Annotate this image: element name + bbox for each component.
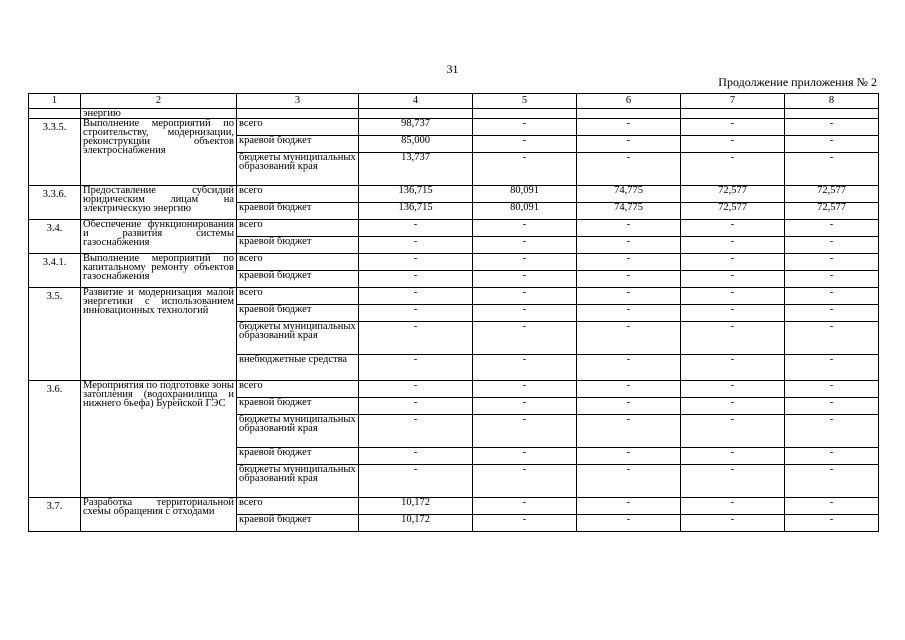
header-cell: 4: [359, 94, 473, 109]
value-cell: -: [681, 465, 785, 498]
value-cell: -: [681, 448, 785, 465]
value-cell: -: [473, 271, 577, 288]
value-cell: -: [681, 415, 785, 448]
value-cell: -: [681, 237, 785, 254]
value-cell: -: [577, 322, 681, 355]
value-cell: -: [359, 220, 473, 237]
value-cell: -: [473, 381, 577, 398]
funding-source: краевой бюджет: [237, 448, 359, 465]
value-cell: -: [473, 415, 577, 448]
value-cell: -: [785, 322, 879, 355]
item-name: Разработка территориальной схемы обращения с отходами: [81, 498, 237, 532]
value-cell: 72,577: [785, 186, 879, 203]
value-cell: -: [359, 271, 473, 288]
value-cell: -: [785, 220, 879, 237]
table-row: [29, 119, 879, 136]
value-cell: -: [577, 271, 681, 288]
funding-source: бюджеты муниципальных образований края: [237, 153, 359, 186]
value-cell: -: [473, 448, 577, 465]
table-row: [29, 220, 879, 237]
funding-source: краевой бюджет: [237, 305, 359, 322]
value-cell: 80,091: [473, 186, 577, 203]
value-cell: -: [681, 322, 785, 355]
value-cell: -: [681, 271, 785, 288]
value-cell: -: [473, 498, 577, 515]
value-cell: -: [577, 448, 681, 465]
item-name: Выполнение мероприятий по капитальному ремонту объектов газоснабжения: [81, 254, 237, 288]
funding-source: бюджеты муниципальных образований края: [237, 465, 359, 498]
value-cell: 10,172: [359, 515, 473, 532]
value-cell: -: [473, 515, 577, 532]
budget-table: [28, 93, 879, 532]
value-cell: -: [785, 415, 879, 448]
value-cell: -: [785, 398, 879, 415]
value-cell: -: [577, 515, 681, 532]
value-cell: -: [785, 254, 879, 271]
funding-source: всего: [237, 186, 359, 203]
item-code: 3.4.1.: [29, 254, 81, 288]
header-cell: 7: [681, 94, 785, 109]
value-cell: -: [577, 305, 681, 322]
value-cell: -: [785, 381, 879, 398]
value-cell: 10,172: [359, 498, 473, 515]
page-number: 31: [446, 62, 459, 76]
value-cell: -: [681, 381, 785, 398]
item-code: 3.4.: [29, 220, 81, 254]
value-cell: -: [681, 355, 785, 381]
funding-source: краевой бюджет: [237, 271, 359, 288]
value-cell: -: [681, 398, 785, 415]
prev-text: энергию: [81, 109, 237, 119]
item-code: 3.6.: [29, 381, 81, 498]
continuation-row: [29, 109, 879, 119]
value-cell: 72,577: [681, 203, 785, 220]
value-cell: -: [785, 237, 879, 254]
value-cell: -: [577, 254, 681, 271]
table-row: [29, 186, 879, 203]
value-cell: -: [785, 465, 879, 498]
value-cell: -: [359, 355, 473, 381]
item-code: 3.3.5.: [29, 119, 81, 186]
value-cell: -: [681, 220, 785, 237]
value-cell: -: [473, 136, 577, 153]
funding-source: краевой бюджет: [237, 203, 359, 220]
value-cell: -: [785, 305, 879, 322]
value-cell: 85,000: [359, 136, 473, 153]
value-cell: -: [785, 271, 879, 288]
value-cell: -: [785, 153, 879, 186]
value-cell: 74,775: [577, 203, 681, 220]
item-code: 3.7.: [29, 498, 81, 532]
header-cell: 3: [237, 94, 359, 109]
value-cell: -: [359, 415, 473, 448]
value-cell: -: [359, 322, 473, 355]
value-cell: -: [785, 119, 879, 136]
value-cell: 13,737: [359, 153, 473, 186]
funding-source: краевой бюджет: [237, 136, 359, 153]
value-cell: -: [473, 119, 577, 136]
funding-source: всего: [237, 498, 359, 515]
value-cell: -: [785, 498, 879, 515]
value-cell: -: [577, 136, 681, 153]
value-cell: -: [359, 381, 473, 398]
value-cell: -: [785, 448, 879, 465]
value-cell: -: [785, 515, 879, 532]
item-name: Предоставление субсидий юридическим лицам на электрическую энергию: [81, 186, 237, 220]
value-cell: -: [473, 398, 577, 415]
funding-source: внебюджетные средства: [237, 355, 359, 381]
value-cell: -: [681, 119, 785, 136]
table-row: [29, 254, 879, 271]
value-cell: -: [359, 465, 473, 498]
item-name: Развитие и модернизация малой энергетики с использованием инновационных технологий: [81, 288, 237, 381]
value-cell: -: [473, 322, 577, 355]
value-cell: -: [359, 448, 473, 465]
funding-source: всего: [237, 288, 359, 305]
funding-source: всего: [237, 119, 359, 136]
header-cell: 6: [577, 94, 681, 109]
value-cell: -: [577, 415, 681, 448]
value-cell: -: [473, 220, 577, 237]
value-cell: -: [577, 381, 681, 398]
value-cell: 80,091: [473, 203, 577, 220]
header-cell: 1: [29, 94, 81, 109]
value-cell: -: [785, 288, 879, 305]
header-cell: 8: [785, 94, 879, 109]
table-row: [29, 288, 879, 305]
funding-source: всего: [237, 220, 359, 237]
value-cell: -: [359, 398, 473, 415]
funding-source: краевой бюджет: [237, 398, 359, 415]
continuation-note: Продолжение приложения № 2: [718, 75, 877, 89]
header-cell: 5: [473, 94, 577, 109]
value-cell: -: [577, 355, 681, 381]
value-cell: 72,577: [681, 186, 785, 203]
table-row: [29, 498, 879, 515]
value-cell: -: [681, 254, 785, 271]
funding-source: бюджеты муниципальных образований края: [237, 415, 359, 448]
value-cell: -: [473, 254, 577, 271]
value-cell: -: [785, 136, 879, 153]
value-cell: -: [577, 465, 681, 498]
value-cell: -: [473, 288, 577, 305]
value-cell: -: [473, 305, 577, 322]
value-cell: -: [681, 153, 785, 186]
funding-source: всего: [237, 254, 359, 271]
value-cell: -: [577, 498, 681, 515]
item-code: 3.5.: [29, 288, 81, 381]
value-cell: -: [473, 355, 577, 381]
value-cell: 74,775: [577, 186, 681, 203]
value-cell: -: [681, 498, 785, 515]
value-cell: -: [359, 288, 473, 305]
item-code: 3.3.6.: [29, 186, 81, 220]
value-cell: -: [473, 237, 577, 254]
item-name: Выполнение мероприятий по строительству, модернизации, реконструкции объектов электроснабжения: [81, 119, 237, 186]
value-cell: 136,715: [359, 203, 473, 220]
value-cell: -: [681, 288, 785, 305]
value-cell: -: [681, 136, 785, 153]
value-cell: -: [785, 355, 879, 381]
funding-source: краевой бюджет: [237, 237, 359, 254]
item-name: Обеспечение функционирования и развития системы газоснабжения: [81, 220, 237, 254]
value-cell: -: [473, 153, 577, 186]
value-cell: -: [577, 237, 681, 254]
value-cell: -: [359, 254, 473, 271]
item-name: Мероприятия по подготовке зоны затопления (водохранилища и нижнего бьефа) Бурейской ГЭС: [81, 381, 237, 498]
funding-source: всего: [237, 381, 359, 398]
value-cell: -: [473, 465, 577, 498]
value-cell: -: [681, 515, 785, 532]
header-row: [29, 94, 879, 109]
table-row: [29, 381, 879, 398]
header-cell: 2: [81, 94, 237, 109]
value-cell: 136,715: [359, 186, 473, 203]
value-cell: -: [681, 305, 785, 322]
value-cell: -: [359, 305, 473, 322]
value-cell: -: [577, 119, 681, 136]
value-cell: -: [359, 237, 473, 254]
value-cell: -: [577, 398, 681, 415]
value-cell: 72,577: [785, 203, 879, 220]
funding-source: бюджеты муниципальных образований края: [237, 322, 359, 355]
value-cell: -: [577, 153, 681, 186]
value-cell: -: [577, 220, 681, 237]
funding-source: краевой бюджет: [237, 515, 359, 532]
value-cell: -: [577, 288, 681, 305]
value-cell: 98,737: [359, 119, 473, 136]
